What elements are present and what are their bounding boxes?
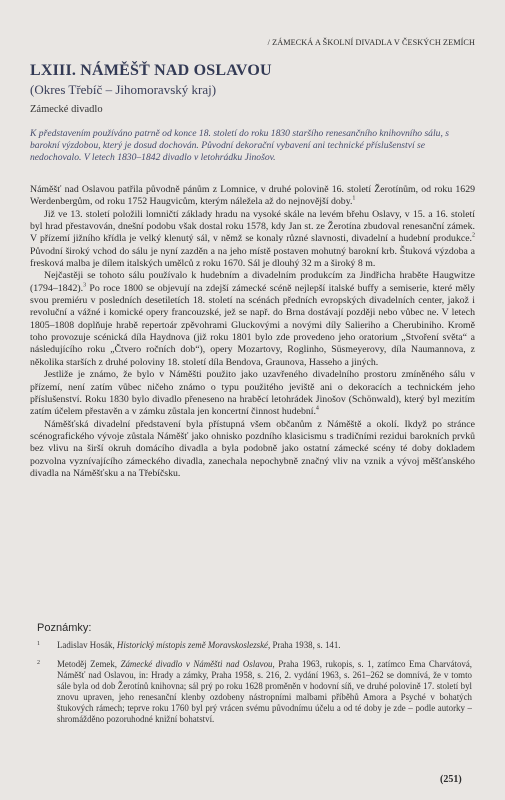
- paragraph: [30, 209, 475, 271]
- footnote-title: Historický místopis země Moravskoslezské: [116, 640, 268, 650]
- footnote-title: Zámecké divadlo v Náměšti nad Oslavou: [120, 659, 273, 669]
- paragraph: [30, 419, 475, 481]
- paragraph: [30, 184, 475, 209]
- chapter-subtitle: (Okres Třebíč – Jihomoravský kraj): [30, 82, 217, 97]
- paragraph: [30, 369, 475, 418]
- section-heading: Zámecké divadlo: [30, 104, 103, 115]
- paragraph-text: Již ve 13. století položili lomničtí základy hradu na vysoké skále na levém břehu Oslavy, v 15. a 16. století byl hrad přestavován, dnešní podobu však dostal roku 1578, kdy Jan st. ze Žerotína zbudoval renesanční zámek. V přízemí jižního křídla je velký klenutý sál, v němž se konaly různé slavnosti, divadelní a hudební produkce.: [30, 208, 475, 245]
- footnote-ref: 1: [352, 196, 356, 203]
- notes-heading: Poznámky:: [37, 622, 92, 634]
- paragraph: [30, 270, 475, 369]
- paragraph-text: Jestliže je známo, že bylo v Náměšti použito jako uzavřeného divadelního prostoru zmíněného sálu v přízemí, není zatím vůbec ničeho známo o typu použitého jeviště ani o dekoracích a technickém jeho příslušenství. Roku 1830 bylo divadlo přeneseno na hraběcí letohrádek Jinošov (Schönwald), který byl mezitím zatím účelem přestavěn a v zámku zůstala jen koncertní činnost hudební.: [30, 369, 475, 418]
- chapter-title: LXIII. NÁMĚŠŤ NAD OSLAVOU: [30, 62, 272, 79]
- paragraph-text-tail: Původní široký vchod do sálu je nyní zazděn a na jeho místě postaven mohutný barokní krb. Štuková výzdoba a fresková malba je dílem italských umělců z roku 1670. Sál je dlouhý 32 m a široký 8 m.: [30, 245, 475, 270]
- footnote-ref: 2: [472, 233, 475, 240]
- footnote-text: Metoděj Zemek,: [57, 659, 121, 669]
- paragraph-text: Náměšťská divadelní představení byla přístupná všem občanům z Náměště a okolí. Ikdyž po stránce scénografického vývoje zůstala Náměšť jako ohnisko pozdního klasicismu s tradičními rezidui barokních prvků bez vlivu na širší okruh domácího divadla a byla podobně jako ostatní zámecké scény té doby dokladem pozvolna vyznívajícího zámeckého divadla, zanechala nepochybně značný vliv na vznik a vývoj měšťanského divadla na Náměšťsku a na Třebíčsku.: [30, 418, 475, 479]
- running-header: / ZÁMECKÁ A ŠKOLNÍ DIVADLA V ČESKÝCH ZEMÍCH: [267, 38, 475, 47]
- footnote: [37, 640, 472, 651]
- paragraph-text: Nejčastěji se tohoto sálu používalo k hudebním a divadelním produkcím za Jindřicha hraběte Haugwitze (1794–1842).: [30, 270, 475, 294]
- footnote: [37, 659, 472, 725]
- page-number: (251): [440, 774, 462, 785]
- footnote-text-after: , Praha 1938, s. 141.: [268, 640, 341, 650]
- body-text: [30, 184, 475, 480]
- footnote-ref: 4: [315, 405, 319, 412]
- paragraph-text-tail: Po roce 1800 se objevují na zdejší zámecké scéně nejlepší italské buffy a semiserie, které měly svou premiéru v posledních desetiletích 18. století na scénách předních evropských divadelních center, jakož i revoluční a vážné i komické opery francouzské, jež se např. do Brna dostávají později nebo vůbec ne. V letech 1805–1808 doplňuje hrabě repertoár zpěvohrami Gluckovými a novými díly Salieriho a Cherubiniho. Kromě toho provozuje scénická díla Haydnova (již roku 1801 bylo zde provedeno jeho oratorium „Stvoření světa“ a následujícího roku „Čtvero ročních dob“), opery Mozartovy, Roglinho, Süsmeyerovy, díla Naumannova, z několika starších z druhé poloviny 18. století díla Bendova, Graunova, Hasseho a jiných.: [30, 282, 475, 368]
- intro-paragraph: K představením používáno patrně od konce 18. století do roku 1830 staršího renesančního knihovního sálu, s barokní výzdobou, který je dosud dochován. Původní dekorační vybavení ani technické příslušenství se nedochovalo. V letech 1830–1842 divadlo v letohrádku Jinošov.: [30, 128, 449, 163]
- paragraph-text: Náměšť nad Oslavou patřila původně pánům z Lomnice, v druhé polovině 16. století Žerotínům, od roku 1629 Werdenbergům, od roku 1752 Haugvicům, kterým náležela až do nejnovější doby.: [30, 184, 475, 208]
- footnote-text: Ladislav Hosák,: [57, 640, 117, 650]
- footnote-ref: 3: [83, 282, 87, 289]
- footnote-text-after: , Praha 1963, rukopis, s. 1, zatímco Ema Charvátová, Náměšť nad Oslavou, in: Hrady a zámky, Praha 1958, s. 216, 2. vydání 1963, s. 261–262 se domnívá, že v tomto sále byla od dob Žerotínů knihovna; sál prý po roku 1628 proměněn v hodovní síň, ve druhé polovině 17. století byl znovu upraven, jeho renesanční klenby ozdobeny nástropními malbami příběhů Amora a Psyché v bohatých štukových rámech; teprve roku 1760 byl prý vrácen svému původnímu účelu a od té doby je zde – podle autorky – shromážděno pozoruhodné knižní bohatství.: [57, 659, 472, 724]
- footnotes: [37, 640, 472, 733]
- footnote-number: 2: [37, 660, 40, 666]
- footnote-number: 1: [37, 641, 40, 647]
